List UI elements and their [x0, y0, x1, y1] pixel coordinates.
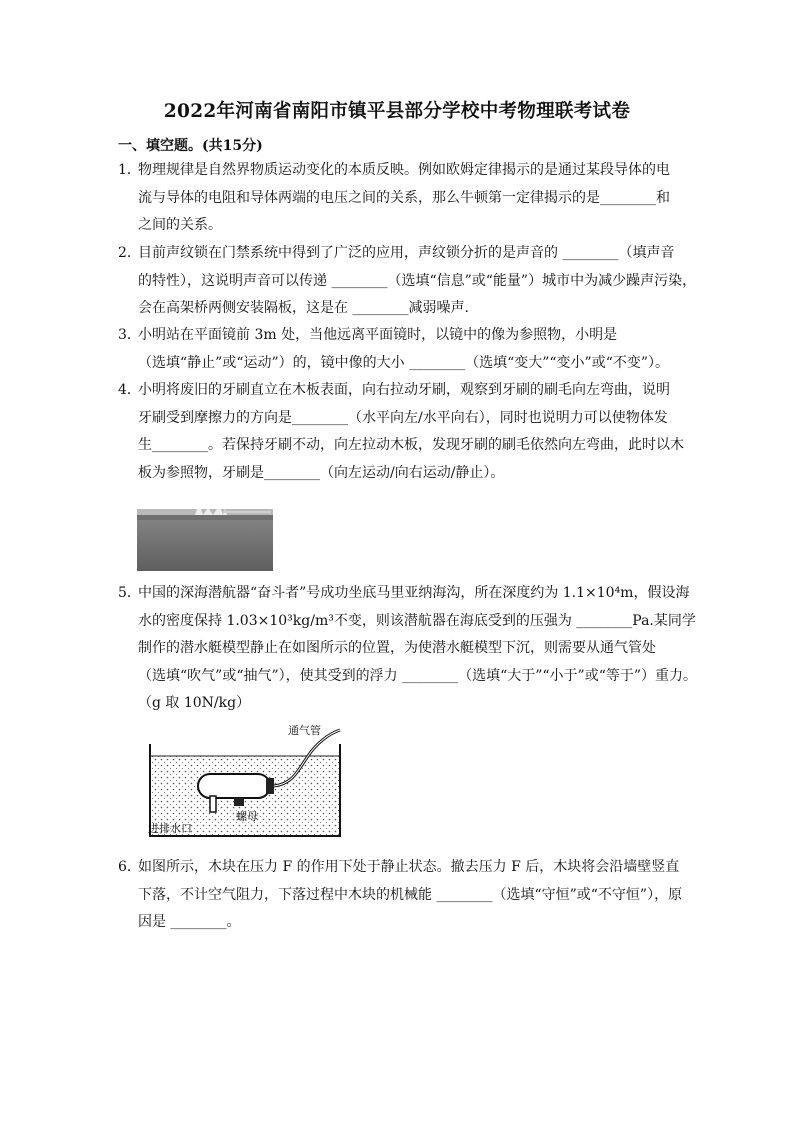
submarine-model-figure	[148, 722, 348, 840]
question-number: 3．	[118, 327, 141, 343]
screw-label: 螺母	[236, 810, 258, 823]
question-line: （选填“吹气”或“抽气”），使其受到的浮力 ________（选填“大于”“小于”或“等于”）重力。	[138, 667, 698, 684]
question-2	[118, 240, 696, 323]
toothbrush-board-figure	[137, 509, 273, 571]
question-number: 1．	[118, 162, 141, 178]
question-4	[118, 377, 684, 487]
question-number: 2．	[118, 245, 141, 261]
question-number: 6．	[118, 859, 141, 875]
question-line: （g 取 10N/kg）	[138, 695, 251, 711]
question-line: 下落，不计空气阻力，下落过程中木块的机械能 ________（选填“守恒”或“不守恒”），原	[138, 886, 683, 903]
question-line: 目前声纹锁在门禁系统中得到了广泛的应用，声纹锁分折的是声音的 ________（填声音	[138, 245, 675, 261]
question-line: 水的密度保持 1.03×10³kg/m³不变，则该潜航器在海底受到的压强为 ________Pa.某同学	[138, 612, 696, 629]
question-line: 的特性），这说明声音可以传递 ________（选填“信息”或“能量”）城市中为减少躁声污染，	[138, 272, 697, 289]
tube-label: 通气管	[288, 724, 321, 737]
question-line: 小明将废旧的牙刷直立在木板表面，向右拉动牙刷，观察到牙刷的刷毛向左弯曲，说明	[138, 382, 670, 398]
question-line: 小明站在平面镜前 3m 处，当他远离平面镜时，以镜中的像为参照物，小明是	[138, 327, 618, 343]
question-line: 流与导体的电阻和导体两端的电压之间的关系，那么牛顿第一定律揭示的是________和	[138, 189, 670, 206]
question-line: 物理规律是自然界物质运动变化的本质反映。例如欧姆定律揭示的是通过某段导体的电	[138, 162, 670, 178]
question-line: 中国的深海潜航器“奋斗者”号成功坐底马里亚纳海沟，所在深度约为 1.1×10⁴m，假设海	[138, 585, 690, 601]
page-title: 2022年河南省南阳市镇平县部分学校中考物理联考试卷	[163, 101, 631, 122]
question-5	[118, 580, 697, 718]
question-number: 4．	[118, 382, 141, 398]
question-line: 之间的关系。	[138, 217, 222, 233]
question-3	[118, 322, 669, 377]
question-line: 牙刷受到摩擦力的方向是________（水平向左/水平向右），同时也说明力可以使物体发	[138, 409, 668, 426]
question-line: 会在高架桥两侧安装隔板，这是在 ________减弱噪声.	[138, 300, 469, 316]
section-heading: 一、填空题。(共15分)	[118, 138, 263, 154]
question-1	[118, 157, 670, 240]
question-line: 生________。若保持牙刷不动，向左拉动木板，发现牙刷的刷毛依然向左弯曲，此时以木	[138, 437, 684, 453]
question-line: 制作的潜水艇模型静止在如图所示的位置，为使潜水艇模型下沉，则需要从通气管处	[138, 640, 656, 656]
inlet-label: 进排水口	[148, 822, 192, 835]
question-line: 如图所示，木块在压力 F 的作用下处于静止状态。撤去压力 F 后，木块将会沿墙壁竖直	[138, 859, 680, 875]
question-6	[118, 854, 682, 937]
question-line: 因是 ________。	[138, 914, 241, 930]
question-line: 板为参照物，牙刷是________（向左运动/向右运动/静止）。	[138, 464, 505, 481]
question-line: （选填“静止”或“运动”）的，镜中像的大小 ________（选填“变大”“变小”或“不变”）。	[138, 354, 670, 371]
question-number: 5．	[118, 585, 141, 601]
